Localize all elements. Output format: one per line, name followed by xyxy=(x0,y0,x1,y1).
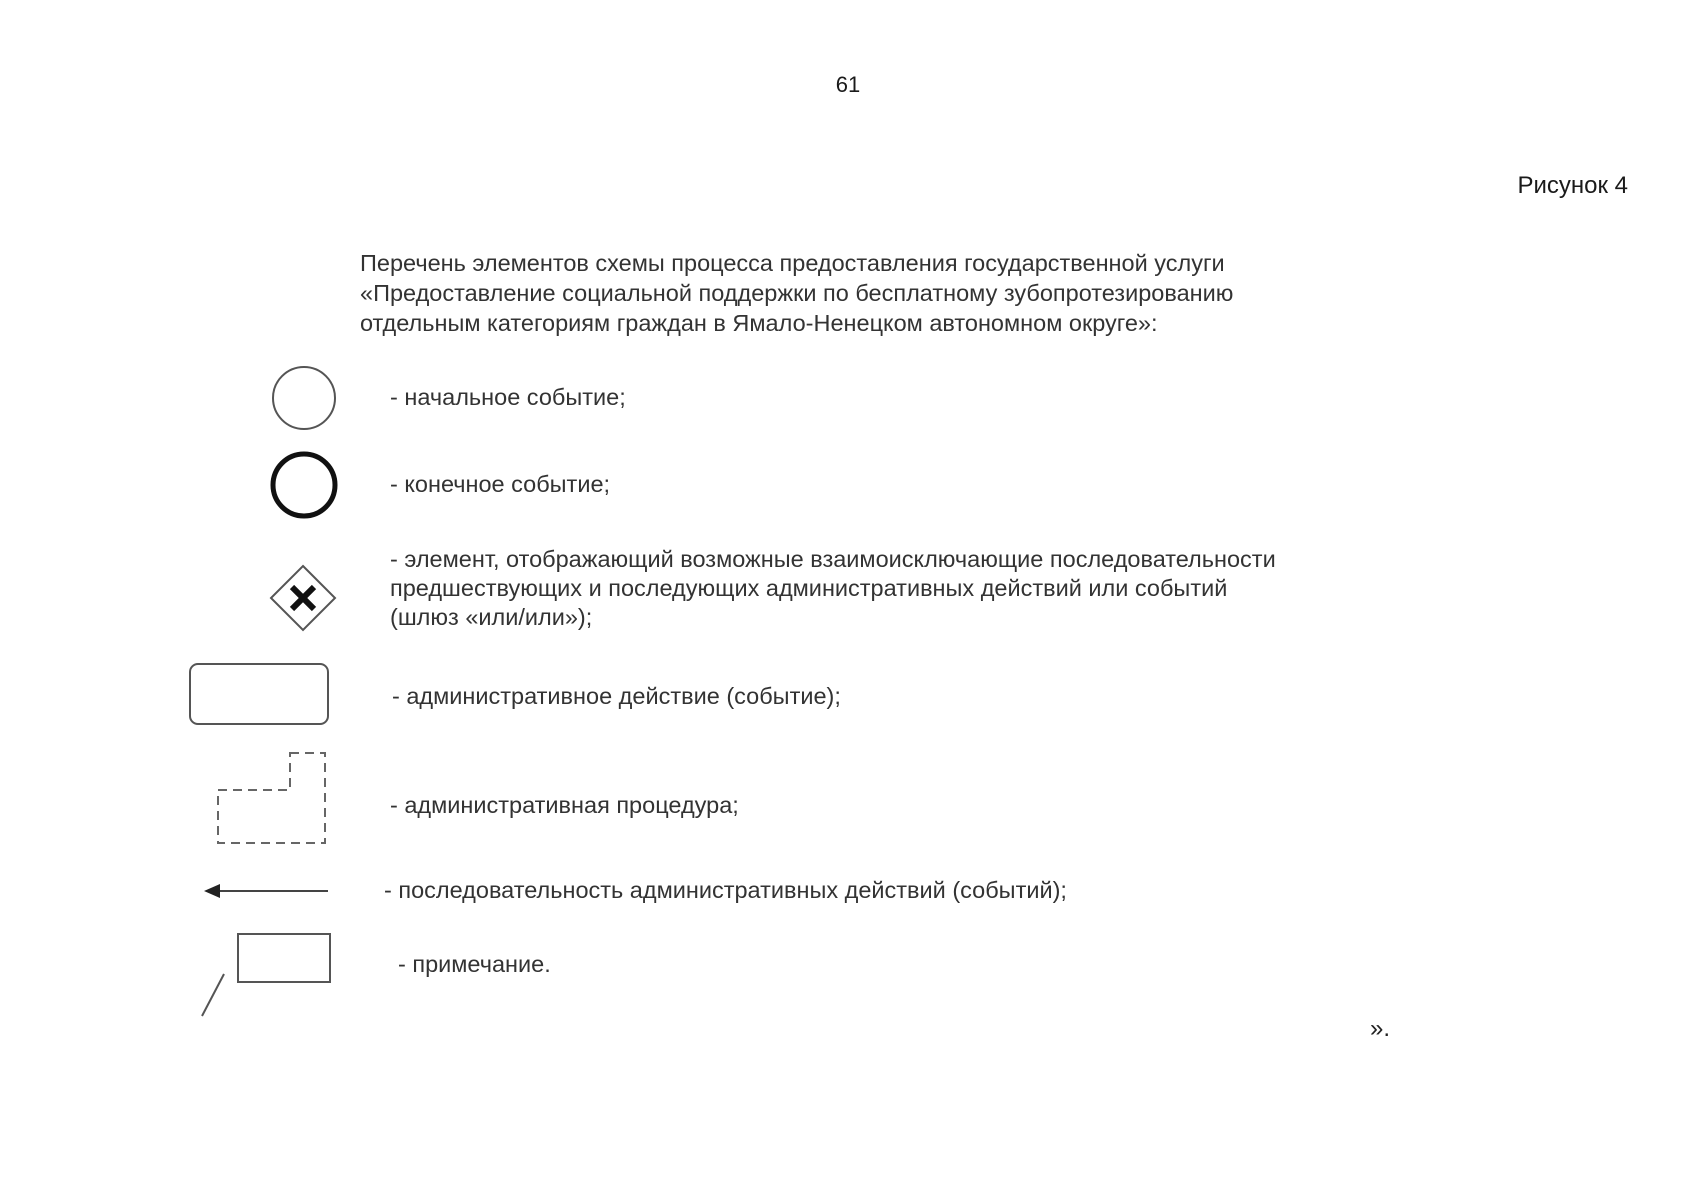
legend-text-start-event xyxy=(390,383,626,412)
legend-line: - административная процедура; xyxy=(390,792,739,818)
legend-line: (шлюз «или/или»); xyxy=(390,604,593,630)
legend-line: - элемент, отображающий возможные взаимоисключающие последовательности xyxy=(390,546,1276,572)
page-number: 61 xyxy=(835,72,861,97)
legend-line: - начальное событие; xyxy=(390,384,626,410)
legend-text-task xyxy=(392,682,841,711)
annotation-icon xyxy=(196,932,336,1018)
heading-line: Перечень элементов схемы процесса предоставления государственной услуги xyxy=(360,250,1225,276)
heading-line: отдельным категориям граждан в Ямало-Ненецком автономном округе»: xyxy=(360,310,1158,336)
legend-text-sequence-flow xyxy=(384,876,1067,905)
legend-text-annotation xyxy=(398,950,551,979)
start-event-circle-icon xyxy=(268,362,340,434)
legend-line: предшествующих и последующих административных действий или событий xyxy=(390,575,1228,601)
legend-line: - последовательность административных действий (событий); xyxy=(384,877,1067,903)
closing-quote: ». xyxy=(1370,1015,1391,1042)
legend-heading xyxy=(360,248,1410,338)
subprocess-dashed-icon xyxy=(214,750,328,846)
legend-line: - административное действие (событие); xyxy=(392,683,841,709)
legend-text-subprocess xyxy=(390,791,739,820)
legend-line: - примечание. xyxy=(398,951,551,977)
legend-line: - конечное событие; xyxy=(390,471,611,497)
sequence-flow-arrow-icon xyxy=(202,880,330,902)
exclusive-gateway-icon xyxy=(268,563,338,633)
heading-line: «Предоставление социальной поддержки по бесплатному зубопротезированию xyxy=(360,280,1234,306)
figure-label: Рисунок 4 xyxy=(1517,172,1628,199)
legend-text-end-event xyxy=(390,470,610,499)
task-rectangle-icon xyxy=(188,662,332,728)
end-event-circle-icon xyxy=(268,449,340,521)
legend-text-gateway xyxy=(390,545,1276,632)
